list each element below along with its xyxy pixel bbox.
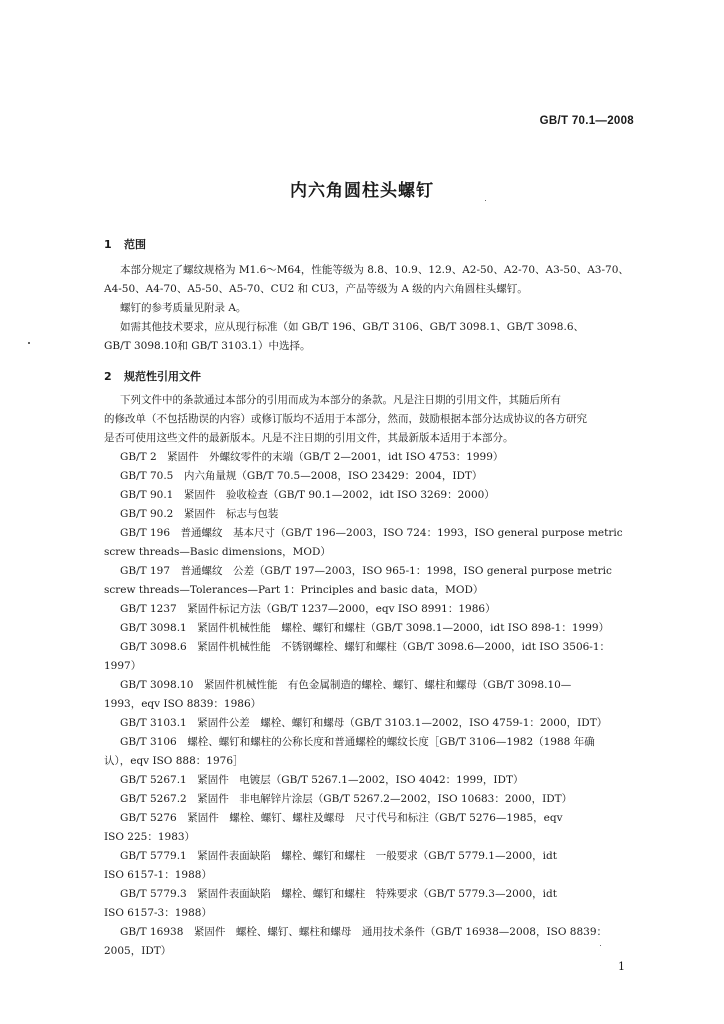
reference-line: GB/T 5779.1 紧固件表面缺陷 螺栓、螺钉和螺柱 一般要求（GB/T 5779.1—2000，idt xyxy=(120,850,557,862)
reference-line: GB/T 90.2 紧固件 标志与包装 xyxy=(120,508,279,520)
reference-line: 1997） xyxy=(104,660,142,672)
scope-line: 螺钉的参考质量见附录 A。 xyxy=(120,302,247,314)
document-id-header: GB/T 70.1—2008 xyxy=(539,115,634,127)
reference-line: ISO 6157-3：1988） xyxy=(104,907,212,919)
intro-line: 是否可使用这些文件的最新版本。凡是不注日期的引用文件，其最新版本适用于本部分。 xyxy=(104,432,514,444)
intro-line: 的修改单（不包括勘误的内容）或修订版均不适用于本部分，然而，鼓励根据本部分达成协议的各方研究 xyxy=(104,413,587,425)
reference-line: screw threads—Tolerances—Part 1：Principles and basic data，MOD） xyxy=(104,584,484,596)
reference-line: GB/T 3103.1 紧固件公差 螺栓、螺钉和螺母（GB/T 3103.1—2002，ISO 4759-1：2000，IDT） xyxy=(120,717,608,729)
reference-line: GB/T 3098.1 紧固件机械性能 螺栓、螺钉和螺柱（GB/T 3098.1—2000，idt ISO 898-1：1999） xyxy=(120,622,610,634)
section-number: 1 xyxy=(104,238,112,251)
reference-line: GB/T 5267.2 紧固件 非电解锌片涂层（GB/T 5267.2—2002，ISO 10683：2000，IDT） xyxy=(120,793,573,805)
reference-line: GB/T 70.5 内六角量规（GB/T 70.5—2008，ISO 23429：2004，IDT） xyxy=(120,470,483,482)
scope-line: 如需其他技术要求，应从现行标准（如 GB/T 196、GB/T 3106、GB/T 3098.1、GB/T 3098.6、 xyxy=(120,321,585,333)
section-heading-scope xyxy=(104,236,146,252)
scope-line: 本部分规定了螺纹规格为 M1.6～M64，性能等级为 8.8、10.9、12.9、A2-50、A2-70、A3-50、A3-70、 xyxy=(120,264,629,276)
reference-line: GB/T 3106 螺栓、螺钉和螺柱的公称长度和普通螺栓的螺纹长度［GB/T 3106—1982（1988 年确 xyxy=(120,736,595,748)
scope-line: A4-50、A4-70、A5-50、A5-70、CU2 和 CU3，产品等级为 A 级的内六角圆柱头螺钉。 xyxy=(104,283,528,295)
reference-line: GB/T 5779.3 紧固件表面缺陷 螺栓、螺钉和螺柱 特殊要求（GB/T 5779.3—2000，idt xyxy=(120,888,557,900)
reference-line: screw threads—Basic dimensions，MOD） xyxy=(104,546,331,558)
scan-speck xyxy=(600,945,601,946)
reference-line: 认），eqv ISO 888：1976］ xyxy=(104,755,244,767)
reference-line: GB/T 90.1 紧固件 验收检查（GB/T 90.1—2002，idt ISO 3269：2000） xyxy=(120,489,495,501)
reference-line: GB/T 2 紧固件 外螺纹零件的末端（GB/T 2—2001，idt ISO 4753：1999） xyxy=(120,451,504,463)
reference-line: GB/T 196 普通螺纹 基本尺寸（GB/T 196—2003，ISO 724：1993，ISO general purpose metric xyxy=(120,527,623,539)
intro-line: 下列文件中的条款通过本部分的引用而成为本部分的条款。凡是注日期的引用文件，其随后所有 xyxy=(120,394,561,406)
page-title: 内六角圆柱头螺钉 xyxy=(290,181,434,201)
reference-line: 2005，IDT） xyxy=(104,945,172,957)
section-heading-text: 规范性引用文件 xyxy=(124,370,201,383)
reference-line: GB/T 5276 紧固件 螺栓、螺钉、螺柱及螺母 尺寸代号和标注（GB/T 5276—1985，eqv xyxy=(120,812,563,824)
reference-line: GB/T 3098.10 紧固件机械性能 有色金属制造的螺栓、螺钉、螺柱和螺母（GB/T 3098.10— xyxy=(120,679,572,691)
reference-line: 1993，eqv ISO 8839：1986） xyxy=(104,698,262,710)
section-number: 2 xyxy=(104,370,112,383)
reference-line: GB/T 3098.6 紧固件机械性能 不锈钢螺栓、螺钉和螺柱（GB/T 3098.6—2000，idt ISO 3506-1： xyxy=(120,641,611,653)
reference-line: ISO 225：1983） xyxy=(104,831,196,843)
reference-line: ISO 6157-1：1988） xyxy=(104,869,212,881)
reference-line: GB/T 197 普通螺纹 公差（GB/T 197—2003，ISO 965-1：1998，ISO general purpose metric xyxy=(120,565,612,577)
scan-speck xyxy=(28,342,30,344)
reference-line: GB/T 1237 紧固件标记方法（GB/T 1237—2000，eqv ISO 8991：1986） xyxy=(120,603,496,615)
section-heading-normative-references xyxy=(104,368,201,384)
scan-speck xyxy=(485,200,486,201)
reference-line: GB/T 16938 紧固件 螺栓、螺钉、螺柱和螺母 通用技术条件（GB/T 16938—2008，ISO 8839： xyxy=(120,926,607,938)
reference-line: GB/T 5267.1 紧固件 电镀层（GB/T 5267.1—2002，ISO 4042：1999，IDT） xyxy=(120,774,524,786)
section-heading-text: 范围 xyxy=(124,238,146,251)
scope-line: GB/T 3098.10和 GB/T 3103.1）中选择。 xyxy=(104,340,311,352)
page-number: 1 xyxy=(618,960,625,973)
